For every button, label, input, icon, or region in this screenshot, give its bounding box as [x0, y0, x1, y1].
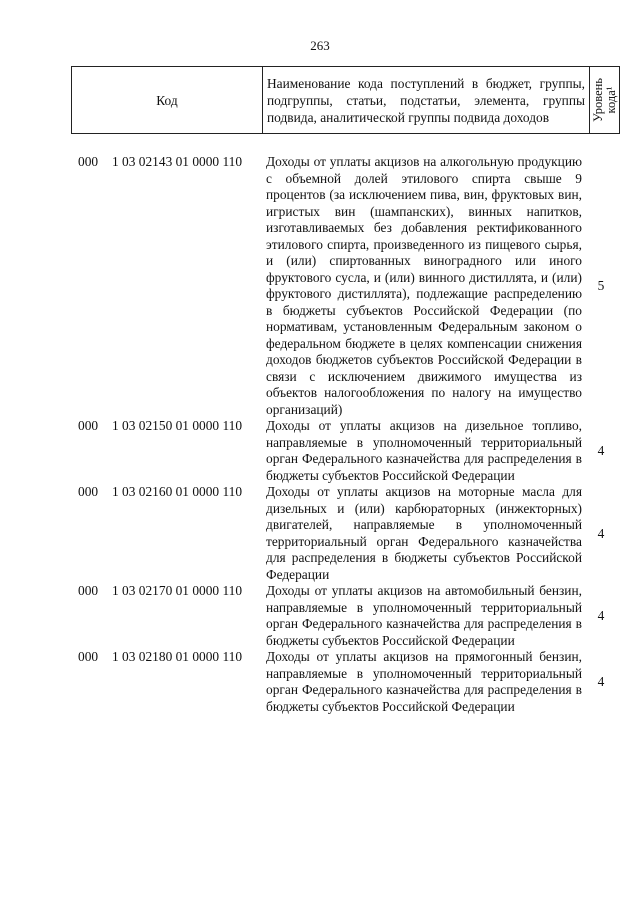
row-code: 1 03 02170 01 0000 110: [112, 583, 243, 598]
header-level-line1: Уровень: [590, 77, 605, 123]
header-level-rotated: [592, 78, 618, 122]
row-level: 4: [597, 674, 605, 689]
row-code: 1 03 02143 01 0000 110: [112, 154, 243, 169]
table-header: [71, 66, 620, 134]
table-row: [0, 418, 640, 484]
row-name: Доходы от уплаты акцизов на алкогольную продукцию с объемной долей этилового спирта свыше 9 процентов (за исключением пива, вин, фруктовых вин, игристых вин (шампанских), винных напитков, изготавливаемых без добавления ректификованного этилового спирта, произведенного из пищевого сырья, и (или) спиртованных виноградного или иного фруктового сусла, и (или) винного дистиллята, и (или) фруктового дистиллята), подлежащие распределению в бюджеты субъектов Российской Федерации (по нормативам, установленным Федеральным законом о федеральном бюджете в целях компенсации снижения доходов бюджетов субъектов Российской Федерации в связи с исключением движимого имущества из объектов налогообложения по налогу на имущество организаций): [266, 154, 582, 417]
row-code: 1 03 02180 01 0000 110: [112, 649, 243, 664]
row-prefix: 000: [78, 649, 99, 664]
row-name: Доходы от уплаты акцизов на дизельное топливо, направляемые в уполномоченный территориальный орган Федерального казначейства для распределения в бюджеты субъектов Российской Федерации: [266, 418, 582, 483]
header-name: Наименование кода поступлений в бюджет, группы, подгруппы, статьи, подстатьи, элемента, группы подвида, аналитической группы подвида доходов: [263, 67, 590, 134]
table-row: [0, 484, 640, 583]
row-level: 4: [597, 608, 605, 623]
header-level: [590, 67, 620, 134]
row-name: Доходы от уплаты акцизов на автомобильный бензин, направляемые в уполномоченный территориальный орган Федерального казначейства для распределения в бюджеты субъектов Российской Федерации: [266, 583, 582, 648]
row-prefix: 000: [78, 418, 99, 433]
row-level: 4: [597, 443, 605, 458]
table-body: [0, 154, 640, 715]
row-prefix: 000: [78, 583, 99, 598]
table-row: [0, 154, 640, 418]
table-row: [0, 583, 640, 649]
page-number: 263: [310, 38, 330, 53]
row-prefix: 000: [78, 154, 99, 169]
table-row: [0, 649, 640, 715]
row-level: 4: [597, 525, 605, 541]
row-name: Доходы от уплаты акцизов на прямогонный бензин, направляемые в уполномоченный территориальный орган Федерального казначейства для распределения в бюджеты субъектов Российской Федерации: [266, 649, 582, 714]
row-level: 5: [597, 278, 605, 293]
header-level-line2: кода¹: [603, 86, 618, 114]
row-code: 1 03 02150 01 0000 110: [112, 418, 243, 433]
row-name: Доходы от уплаты акцизов на моторные масла для дизельных и (или) карбюраторных (инжекторных) двигателей, направляемые в уполномоченный территориальный орган Федерального казначейства для распределения в бюджеты субъектов Российской Федерации: [266, 484, 582, 582]
row-prefix: 000: [78, 484, 99, 499]
header-code: Код: [72, 67, 263, 134]
row-code: 1 03 02160 01 0000 110: [112, 484, 243, 499]
